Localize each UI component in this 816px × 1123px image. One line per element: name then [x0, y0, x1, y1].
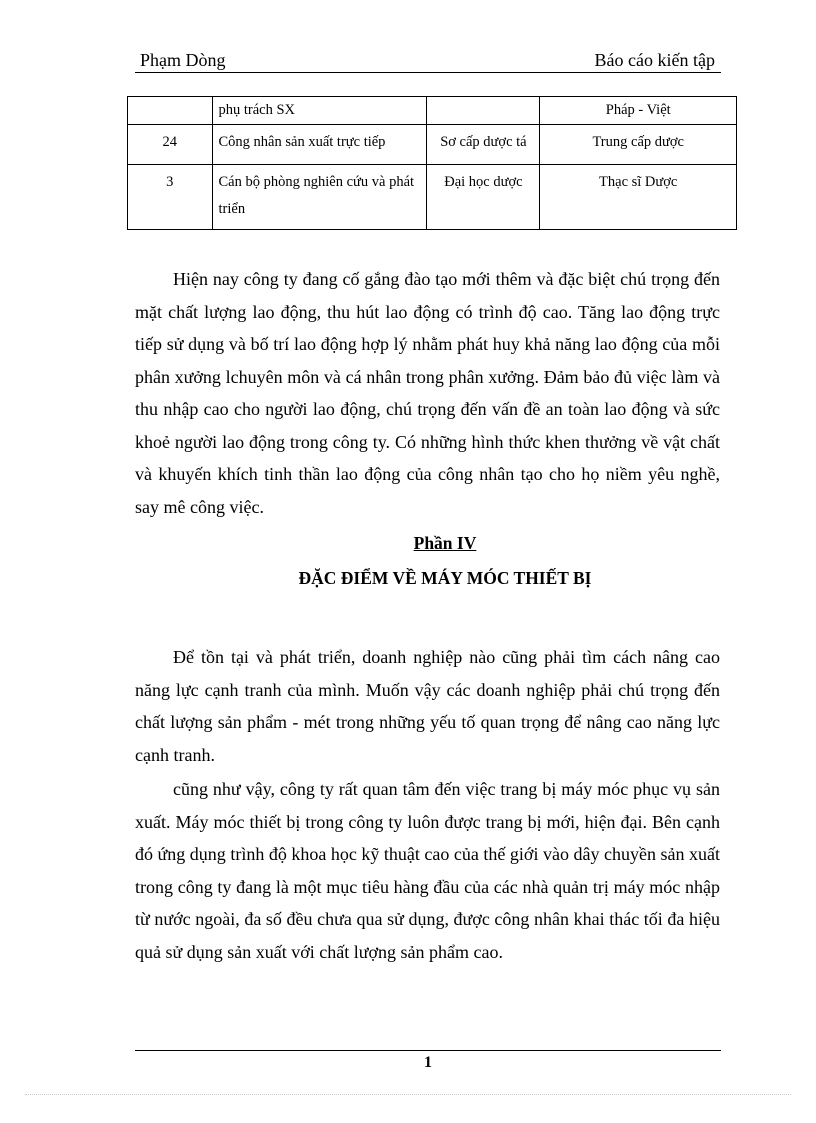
paragraph-text: cũng như vậy, công ty rất quan tâm đến việc trang bị máy móc phục vụ sản xuất. Máy móc thiết bị trong công ty luôn được trang bị mới, hiện đại. Bên cạnh đó ứng dụng trình độ khoa học kỹ thuật cao của thế giới vào dây chuyền sản xuất trong công ty đang là một mục tiêu hàng đầu của các nhà quản trị máy móc nhập từ nước ngoài, đa số đều chưa qua sử dụng, được công nhân khai thác tối đa hiệu quả sử dụng sản xuất với chất lượng sản phẩm cao. [135, 779, 720, 962]
cell-target-level: Trung cấp dược [540, 125, 737, 165]
cell-count: 24 [128, 125, 213, 165]
cell-position: Cán bộ phòng nghiên cứu và phát triển [212, 165, 427, 230]
cell-position: phụ trách SX [212, 97, 427, 125]
cell-target-level: Pháp - Việt [540, 97, 737, 125]
section-title: ĐẶC ĐIỂM VỀ MÁY MÓC THIẾT BỊ [298, 568, 592, 588]
cell-target-level: Thạc sĩ Dược [540, 165, 737, 230]
cell-current-level [427, 97, 540, 125]
cell-current-level: Sơ cấp dược tá [427, 125, 540, 165]
cell-current-level: Đại học dược [427, 165, 540, 230]
table-row [128, 97, 737, 125]
paragraph-text: Để tồn tại và phát triển, doanh nghiệp nào cũng phải tìm cách nâng cao năng lực cạnh tranh của mình. Muốn vậy các doanh nghiệp phải chú trọng đến chất lượng sản phẩm - mét trong những yếu tố quan trọng để nâng cao năng lực cạnh tranh. [135, 647, 720, 765]
paragraph-text: Hiện nay công ty đang cố gắng đào tạo mới thêm và đặc biệt chú trọng đến mặt chất lượng lao động, thu hút lao động có trình độ cao. Tăng lao động trực tiếp sử dụng và bố trí lao động hợp lý nhằm phát huy khả năng lao động của mỗi phân xưởng lchuyên môn và cá nhân trong phân xưởng. Đảm bảo đủ việc làm và thu nhập cao cho người lao động, chú trọng đến vấn đề an toàn lao động và sức khoẻ người lao động trong công ty. Có những hình thức khen thưởng về vật chất và khuyến khích tinh thần lao động của công nhân tạo cho họ niềm yêu nghề, say mê công việc. [135, 269, 720, 517]
paragraph-training [135, 263, 720, 523]
cell-count: 3 [128, 165, 213, 230]
page-header [135, 48, 721, 73]
page-bottom-edge [25, 1094, 791, 1095]
paragraph-competitiveness [135, 641, 720, 771]
staff-table [127, 96, 737, 230]
table-row [128, 125, 737, 165]
table-row [128, 165, 737, 230]
header-report-type: Báo cáo kiến tập [594, 50, 715, 70]
page-number: 1 [424, 1054, 432, 1071]
cell-position: Công nhân sản xuất trực tiếp [212, 125, 427, 165]
cell-count [128, 97, 213, 125]
section-label: Phần IV [413, 533, 477, 553]
header-author: Phạm Dòng [140, 50, 226, 70]
paragraph-equipment [135, 773, 720, 968]
footer-divider [135, 1050, 721, 1051]
